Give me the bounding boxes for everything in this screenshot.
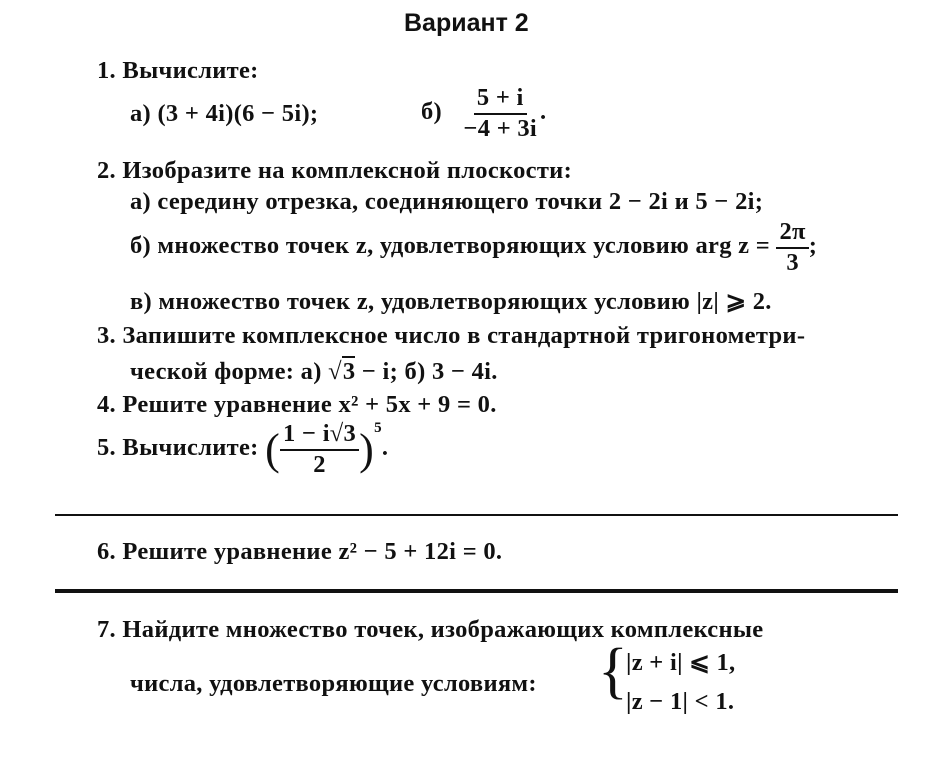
page-title: Вариант 2 bbox=[404, 9, 529, 37]
problem-number: 5. bbox=[97, 434, 116, 462]
fraction-numerator: 1 − i√3 bbox=[280, 422, 359, 451]
sqrt-sign: √ bbox=[328, 358, 342, 385]
problem-number: 1. bbox=[97, 57, 116, 84]
problem-2a: а) середину отрезка, соединяющего точки 2 − 2i и 5 − 2i; bbox=[130, 188, 764, 215]
problem-text: Решите уравнение bbox=[122, 391, 333, 418]
problem-2b bbox=[130, 220, 817, 275]
problem-2c: в) множество точек z, удовлетворяющих условию |z| ⩾ 2. bbox=[130, 288, 772, 315]
problem-1a bbox=[130, 100, 318, 128]
problem-text: ческой форме: а) bbox=[130, 358, 322, 385]
math-expression: x² + 5x + 9 = 0. bbox=[338, 391, 497, 418]
problem-2 bbox=[97, 157, 572, 185]
problem-text: Решите уравнение bbox=[122, 538, 333, 565]
problem-number: 2. bbox=[97, 157, 116, 184]
fraction-denominator: −4 + 3i bbox=[463, 114, 538, 142]
problem-text: Вычислите: bbox=[122, 434, 259, 462]
problem-text: Запишите комплексное число в стандартной тригонометри- bbox=[122, 322, 806, 349]
sqrt-argument: 3 bbox=[342, 358, 356, 385]
punctuation: . bbox=[540, 98, 547, 126]
fraction bbox=[776, 220, 808, 275]
math-expression: z² − 5 + 12i = 0. bbox=[338, 538, 503, 565]
problem-text: б) множество точек z, удовлетворяющих условию arg z = bbox=[130, 232, 771, 260]
problem-number: 6. bbox=[97, 538, 116, 565]
divider-thin bbox=[55, 514, 898, 516]
problem-3-continued bbox=[130, 358, 498, 386]
math-expression: (3 + 4i)(6 − 5i); bbox=[157, 100, 319, 127]
item-label: а) bbox=[130, 100, 152, 127]
problem-3 bbox=[97, 322, 805, 350]
problem-number: 4. bbox=[97, 391, 116, 418]
fraction bbox=[280, 422, 359, 477]
fraction bbox=[460, 86, 540, 141]
problem-5 bbox=[97, 419, 389, 478]
condition-2: |z − 1| < 1. bbox=[626, 688, 735, 715]
problem-4 bbox=[97, 391, 497, 419]
right-paren: ) bbox=[359, 425, 375, 474]
problem-text: Изобразите на комплексной плоскости: bbox=[122, 157, 573, 184]
punctuation: . bbox=[381, 434, 389, 462]
fraction-numerator: 2π bbox=[776, 220, 808, 249]
condition-1: |z + i| ⩽ 1, bbox=[626, 649, 736, 676]
problem-text: Найдите множество точек, изображающих комплексные bbox=[122, 616, 764, 643]
problem-text: Вычислите: bbox=[122, 57, 259, 84]
fraction-denominator: 2 bbox=[313, 450, 326, 478]
math-expression: − i; б) 3 − 4i. bbox=[361, 358, 498, 385]
exponent: 5 bbox=[374, 419, 382, 436]
problem-number: 7. bbox=[97, 616, 116, 643]
problem-7 bbox=[97, 616, 764, 644]
item-label: б) bbox=[421, 98, 443, 126]
problem-number: 3. bbox=[97, 322, 116, 349]
left-paren: ( bbox=[265, 425, 281, 474]
fraction-numerator: 5 + i bbox=[474, 86, 527, 115]
problem-1 bbox=[97, 57, 259, 85]
system-brace: { bbox=[598, 637, 628, 705]
divider-thick bbox=[55, 589, 898, 593]
problem-1b bbox=[421, 86, 546, 141]
fraction-denominator: 3 bbox=[786, 248, 799, 276]
problem-7-continued: числа, удовлетворяющие условиям: bbox=[130, 670, 537, 697]
problem-6 bbox=[97, 538, 502, 566]
punctuation: ; bbox=[808, 232, 818, 260]
